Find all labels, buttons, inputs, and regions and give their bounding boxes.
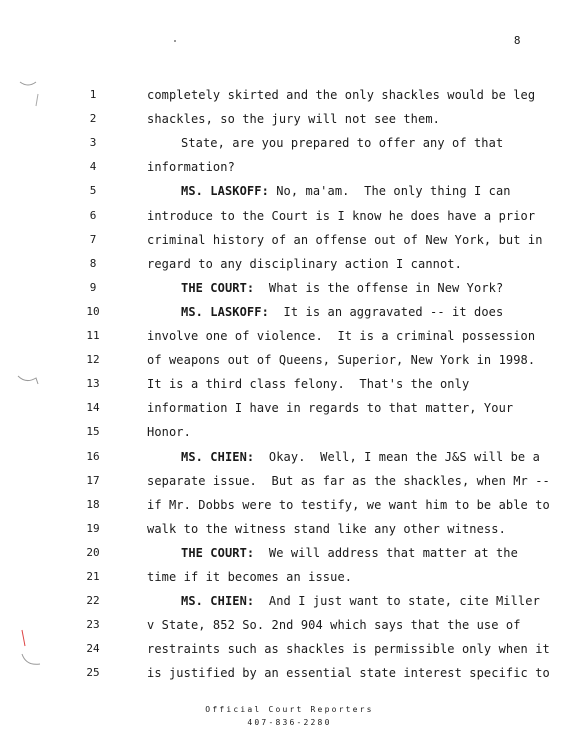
transcript-line [0, 257, 579, 281]
line-number: 22 [86, 594, 100, 608]
speaker-label: THE COURT: [181, 545, 255, 560]
line-number: 8 [89, 256, 97, 270]
line-body: involve one of violence. It is a criminal possession [147, 329, 536, 343]
line-number: 3 [89, 136, 97, 150]
line-number: 9 [89, 280, 97, 294]
line-body: Okay. Well, I mean the J&S will be a [254, 449, 540, 464]
line-text [147, 377, 469, 391]
transcript-line [0, 88, 579, 112]
line-number: 15 [86, 425, 100, 439]
line-body: No, ma'am. The only thing I can [268, 184, 511, 199]
line-number: 25 [86, 666, 100, 680]
line-number: 13 [86, 377, 100, 391]
transcript-line [0, 184, 579, 208]
line-text [147, 401, 513, 415]
line-text [147, 353, 535, 367]
line-number: 21 [86, 570, 100, 583]
line-text [147, 112, 440, 126]
transcript-line [0, 160, 579, 184]
line-body: What is the offense in New York? [254, 280, 504, 295]
line-text [147, 329, 535, 343]
line-text [181, 184, 511, 198]
line-body: We will address that matter at the [254, 545, 518, 560]
scan-speck [174, 40, 176, 42]
line-text [147, 474, 550, 488]
line-body: It is a third class felony. That's the only [147, 377, 470, 392]
line-number: 23 [86, 618, 100, 632]
line-text [147, 160, 235, 174]
line-text [147, 233, 543, 247]
line-body: introduce to the Court is I know he does have a prior [147, 208, 536, 223]
line-body: separate issue. But as far as the shackles, when Mr -- [147, 473, 550, 488]
transcript-line [0, 570, 579, 594]
line-number: 16 [86, 449, 100, 463]
line-text [147, 257, 462, 271]
line-number: 24 [86, 642, 100, 656]
line-body: v State, 852 So. 2nd 904 which says that the use of [147, 618, 521, 633]
line-text [147, 522, 506, 536]
transcript-line [0, 112, 579, 136]
transcript-line [0, 353, 579, 377]
line-number: 10 [86, 304, 100, 318]
line-body: information? [147, 160, 235, 175]
transcript-line [0, 642, 579, 666]
speaker-label: MS. CHIEN: [181, 449, 255, 464]
line-text [147, 666, 550, 680]
speaker-label: MS. LASKOFF: [181, 304, 269, 319]
line-number: 6 [89, 208, 97, 222]
line-number: 11 [86, 329, 100, 342]
transcript-line [0, 281, 579, 305]
transcript-line [0, 522, 579, 546]
line-body: is justified by an essential state interest specific to [147, 666, 550, 681]
transcript-line [0, 233, 579, 257]
line-number: 20 [86, 545, 100, 559]
line-text [147, 425, 191, 439]
line-text [181, 546, 518, 560]
transcript-line [0, 618, 579, 642]
transcript-line [0, 136, 579, 160]
line-text [147, 642, 550, 656]
line-body: criminal history of an offense out of New York, but in [147, 232, 543, 247]
transcript-line [0, 666, 579, 690]
line-body: shackles, so the jury will not see them. [147, 112, 440, 127]
speaker-label: MS. CHIEN: [181, 594, 255, 609]
line-body: Honor. [147, 425, 191, 440]
line-number: 14 [86, 401, 100, 415]
speaker-label: THE COURT: [181, 280, 255, 295]
transcript-line [0, 329, 579, 353]
line-body: regard to any disciplinary action I cannot. [147, 256, 462, 271]
page-number: 8 [513, 34, 521, 47]
speaker-label: MS. LASKOFF: [181, 184, 269, 199]
line-number: 5 [89, 184, 97, 198]
line-text [181, 136, 503, 150]
line-text [181, 450, 540, 464]
transcript-line [0, 594, 579, 618]
line-body: information I have in regards to that matter, Your [147, 401, 514, 416]
line-number: 17 [86, 473, 100, 487]
line-body: of weapons out of Queens, Superior, New York in 1998. [147, 353, 536, 368]
transcript-line [0, 401, 579, 425]
line-body: time if it becomes an issue. [147, 570, 353, 584]
line-text [147, 618, 521, 632]
line-body: restraints such as shackles is permissible only when it [147, 642, 550, 657]
transcript-line [0, 498, 579, 522]
line-body: completely skirted and the only shackles would be leg [147, 88, 536, 102]
line-body: walk to the witness stand like any other witness. [147, 521, 506, 536]
transcript-line [0, 209, 579, 233]
line-text [147, 88, 535, 102]
line-number: 18 [86, 497, 100, 511]
footer-phone: 407-836-2280 [247, 718, 332, 727]
transcript-line [0, 305, 579, 329]
line-number: 12 [86, 353, 100, 367]
line-number: 2 [89, 112, 97, 126]
line-body: And I just want to state, cite Miller [254, 594, 540, 609]
footer-reporter: Official Court Reporters [205, 705, 374, 714]
line-text [181, 305, 503, 319]
line-number: 7 [89, 232, 97, 246]
line-text [147, 498, 550, 512]
transcript-line [0, 546, 579, 570]
line-number: 19 [86, 521, 100, 535]
transcript-line [0, 450, 579, 474]
line-text [147, 570, 352, 584]
line-number: 1 [89, 88, 97, 101]
line-text [181, 281, 503, 295]
line-text [147, 209, 535, 223]
line-text [181, 594, 540, 608]
line-number: 4 [89, 160, 97, 174]
line-body: if Mr. Dobbs were to testify, we want him to be able to [147, 497, 550, 512]
transcript-line [0, 425, 579, 449]
line-body: It is an aggravated -- it does [268, 304, 504, 319]
line-body: State, are you prepared to offer any of that [181, 136, 504, 151]
transcript-line [0, 377, 579, 401]
transcript-line [0, 474, 579, 498]
